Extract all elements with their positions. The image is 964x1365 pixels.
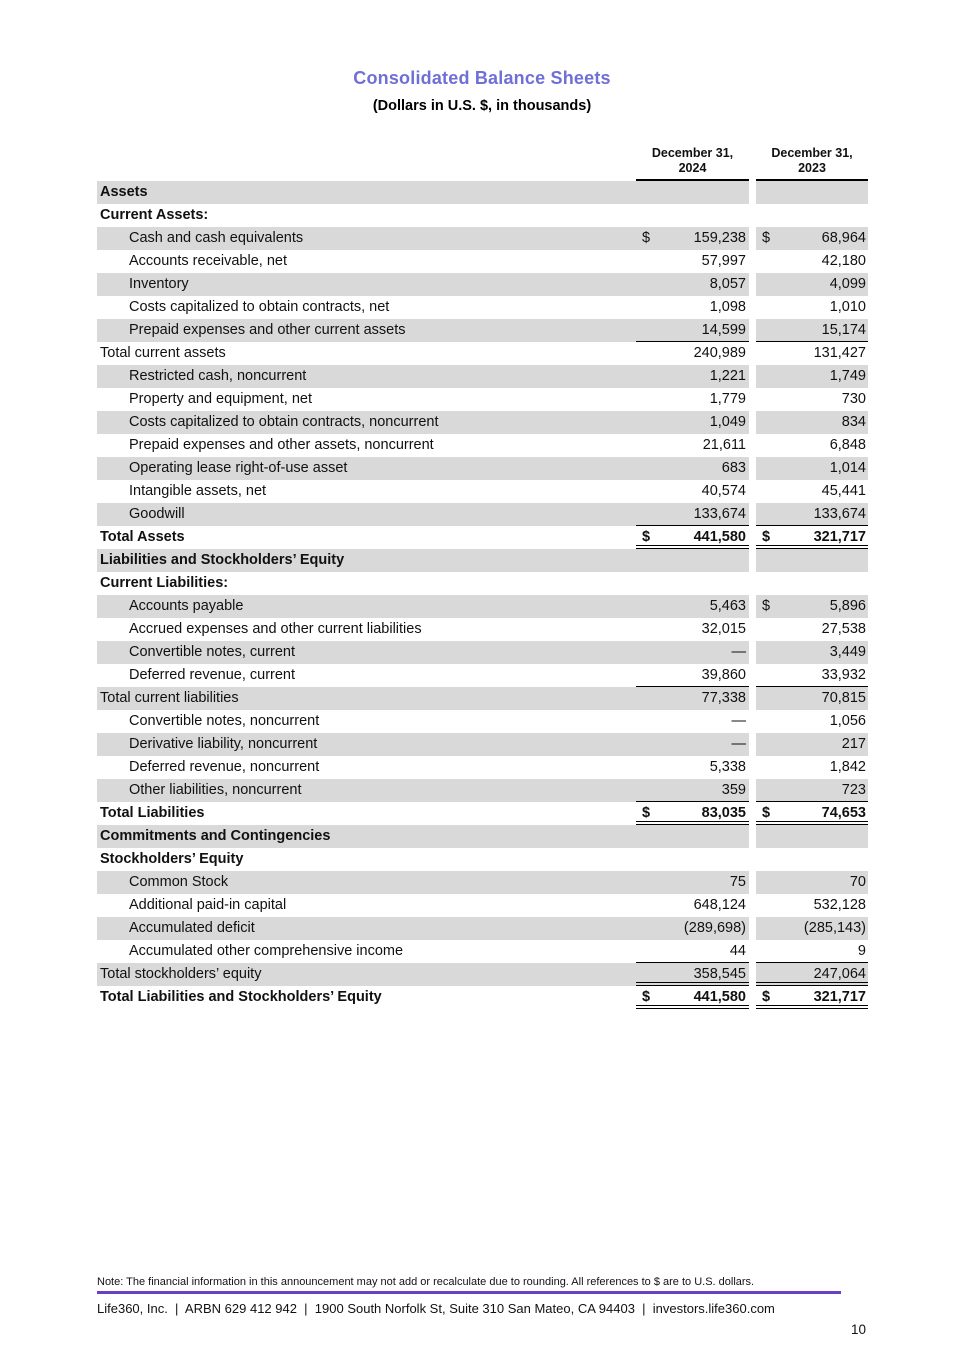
cell-2023 bbox=[756, 572, 868, 595]
footnote: Note: The financial information in this announcement may not add or recalculate due to rounding. All references to $ are to U.S. dollars. bbox=[97, 1276, 755, 1288]
table-row bbox=[97, 710, 868, 733]
value-2024: 1,049 bbox=[709, 414, 746, 430]
currency-symbol-2024: $ bbox=[642, 805, 651, 821]
column-gap bbox=[749, 296, 756, 319]
row-label: Other liabilities, noncurrent bbox=[97, 779, 636, 802]
value-2024: 648,124 bbox=[693, 897, 746, 913]
value-2024: 5,463 bbox=[709, 598, 746, 614]
column-gap bbox=[749, 894, 756, 917]
cell-2024 bbox=[636, 940, 749, 963]
row-label: Inventory bbox=[97, 273, 636, 296]
value-2024: 57,997 bbox=[701, 253, 746, 269]
cell-2024 bbox=[636, 963, 749, 986]
currency-symbol-2024: $ bbox=[642, 989, 651, 1005]
row-label: Additional paid-in capital bbox=[129, 897, 287, 913]
footer-info: Life360, Inc. | ARBN 629 412 942 | 1900 South Norfolk St, Suite 310 San Mateo, CA 94403 | investors.life360.com bbox=[97, 1301, 775, 1316]
value-2023: 5,896 bbox=[829, 598, 866, 614]
value-2023: 131,427 bbox=[813, 345, 866, 361]
row-label: Deferred revenue, current bbox=[129, 667, 296, 683]
table-row bbox=[97, 940, 868, 963]
table-row bbox=[97, 411, 868, 434]
cell-2023 bbox=[756, 710, 868, 733]
cell-2024 bbox=[636, 641, 749, 664]
currency-symbol-2023: $ bbox=[762, 805, 771, 821]
table-row bbox=[97, 227, 868, 250]
value-2023: 68,964 bbox=[821, 230, 866, 246]
column-gap bbox=[749, 365, 756, 388]
cell-2024 bbox=[636, 917, 749, 940]
row-label: Current Assets: bbox=[100, 207, 209, 223]
value-2023: (285,143) bbox=[803, 920, 866, 936]
column-gap bbox=[749, 848, 756, 871]
table-row bbox=[97, 756, 868, 779]
cell-2024 bbox=[636, 526, 749, 549]
column-gap bbox=[749, 503, 756, 526]
value-2023: 321,717 bbox=[813, 989, 866, 1005]
table-row bbox=[97, 733, 868, 756]
cell-2024 bbox=[636, 986, 749, 1009]
cell-2023 bbox=[756, 388, 868, 411]
row-label: Goodwill bbox=[97, 503, 636, 526]
value-2023: 1,749 bbox=[829, 368, 866, 384]
cell-2024 bbox=[636, 342, 749, 365]
cell-2023 bbox=[756, 342, 868, 365]
row-label: Restricted cash, noncurrent bbox=[97, 365, 636, 388]
col-header-2023 bbox=[756, 146, 868, 181]
cell-2024 bbox=[636, 595, 749, 618]
row-label: Costs capitalized to obtain contracts, net bbox=[129, 299, 390, 315]
value-2024: 1,221 bbox=[709, 368, 746, 384]
col-header-2023-line1: December 31, bbox=[771, 146, 853, 160]
value-2024: 1,098 bbox=[709, 299, 746, 315]
cell-2024 bbox=[636, 181, 749, 204]
table-row bbox=[97, 342, 868, 365]
table-row bbox=[97, 779, 868, 802]
table-row bbox=[97, 549, 868, 572]
column-gap bbox=[749, 526, 756, 549]
value-2024: 358,545 bbox=[693, 966, 746, 982]
column-gap bbox=[749, 641, 756, 664]
value-2024: — bbox=[731, 644, 746, 660]
value-2023: 6,848 bbox=[829, 437, 866, 453]
table-header bbox=[97, 146, 868, 181]
column-gap bbox=[749, 457, 756, 480]
row-label: Accumulated other comprehensive income bbox=[129, 943, 404, 959]
cell-2024 bbox=[636, 319, 749, 342]
cell-2024 bbox=[636, 572, 749, 595]
column-gap bbox=[749, 227, 756, 250]
row-label: Costs capitalized to obtain contracts, noncurrent bbox=[97, 411, 636, 434]
cell-2023 bbox=[756, 618, 868, 641]
cell-2024 bbox=[636, 434, 749, 457]
cell-2023 bbox=[756, 963, 868, 986]
balance-sheet-table bbox=[97, 146, 868, 1009]
table-row bbox=[97, 181, 868, 204]
column-gap bbox=[749, 549, 756, 572]
cell-2023 bbox=[756, 296, 868, 319]
table-row bbox=[97, 526, 868, 549]
row-label: Convertible notes, noncurrent bbox=[129, 713, 320, 729]
value-2024: 133,674 bbox=[693, 506, 746, 522]
table-row bbox=[97, 871, 868, 894]
row-label: Convertible notes, current bbox=[97, 641, 636, 664]
cell-2024 bbox=[636, 296, 749, 319]
cell-2024 bbox=[636, 802, 749, 825]
table-row bbox=[97, 894, 868, 917]
table-row bbox=[97, 204, 868, 227]
page-subtitle: (Dollars in U.S. $, in thousands) bbox=[372, 98, 592, 114]
cell-2023 bbox=[756, 917, 868, 940]
cell-2023 bbox=[756, 779, 868, 802]
page-number: 10 bbox=[850, 1322, 866, 1337]
row-label: Property and equipment, net bbox=[129, 391, 312, 407]
cell-2024 bbox=[636, 480, 749, 503]
row-label: Commitments and Contingencies bbox=[97, 825, 636, 848]
value-2023: 730 bbox=[841, 391, 866, 407]
value-2023: 4,099 bbox=[829, 276, 866, 292]
value-2023: 1,842 bbox=[829, 759, 866, 775]
column-gap bbox=[749, 250, 756, 273]
footer-divider-rule bbox=[97, 1291, 841, 1294]
col-header-2024 bbox=[636, 146, 749, 181]
value-2024: 75 bbox=[729, 874, 746, 890]
table-row bbox=[97, 296, 868, 319]
column-gap bbox=[749, 825, 756, 848]
value-2023: 74,653 bbox=[821, 805, 866, 821]
value-2023: 70 bbox=[849, 874, 866, 890]
page-title: Consolidated Balance Sheets bbox=[353, 68, 611, 88]
row-label: Assets bbox=[97, 181, 636, 204]
cell-2024 bbox=[636, 733, 749, 756]
cell-2023 bbox=[756, 181, 868, 204]
column-gap bbox=[749, 664, 756, 687]
column-gap bbox=[749, 319, 756, 342]
cell-2023 bbox=[756, 871, 868, 894]
currency-symbol-2023: $ bbox=[762, 529, 771, 545]
table-row bbox=[97, 848, 868, 871]
table-row bbox=[97, 503, 868, 526]
column-gap bbox=[749, 388, 756, 411]
column-gap bbox=[749, 411, 756, 434]
column-gap bbox=[749, 733, 756, 756]
table-row bbox=[97, 273, 868, 296]
cell-2023 bbox=[756, 411, 868, 434]
row-label: Total stockholders’ equity bbox=[97, 963, 636, 986]
cell-2023 bbox=[756, 825, 868, 848]
value-2023: 834 bbox=[841, 414, 866, 430]
cell-2023 bbox=[756, 595, 868, 618]
value-2023: 532,128 bbox=[813, 897, 866, 913]
row-label: Deferred revenue, noncurrent bbox=[129, 759, 320, 775]
value-2024: 40,574 bbox=[701, 483, 746, 499]
row-label: Stockholders’ Equity bbox=[100, 851, 244, 867]
currency-symbol-2023: $ bbox=[762, 989, 771, 1005]
cell-2024 bbox=[636, 273, 749, 296]
value-2024: 441,580 bbox=[693, 989, 746, 1005]
column-gap bbox=[749, 204, 756, 227]
cell-2024 bbox=[636, 871, 749, 894]
row-label: Total Assets bbox=[100, 529, 185, 545]
cell-2023 bbox=[756, 986, 868, 1009]
cell-2023 bbox=[756, 664, 868, 687]
table-row bbox=[97, 641, 868, 664]
row-label: Intangible assets, net bbox=[129, 483, 267, 499]
table-row bbox=[97, 595, 868, 618]
value-2023: 3,449 bbox=[829, 644, 866, 660]
value-2023: 1,014 bbox=[829, 460, 866, 476]
column-gap bbox=[749, 871, 756, 894]
column-gap bbox=[749, 779, 756, 802]
row-label: Cash and cash equivalents bbox=[97, 227, 636, 250]
cell-2024 bbox=[636, 503, 749, 526]
table-row bbox=[97, 319, 868, 342]
table-row bbox=[97, 434, 868, 457]
value-2024: 32,015 bbox=[701, 621, 746, 637]
cell-2023 bbox=[756, 250, 868, 273]
value-2023: 1,010 bbox=[829, 299, 866, 315]
value-2024: 441,580 bbox=[693, 529, 746, 545]
value-2023: 321,717 bbox=[813, 529, 866, 545]
table-row bbox=[97, 664, 868, 687]
value-2023: 42,180 bbox=[821, 253, 866, 269]
value-2024: 359 bbox=[721, 782, 746, 798]
cell-2023 bbox=[756, 641, 868, 664]
value-2023: 247,064 bbox=[813, 966, 866, 982]
col-header-2024-line1: December 31, bbox=[651, 146, 734, 160]
column-gap bbox=[749, 595, 756, 618]
value-2023: 33,932 bbox=[821, 667, 866, 683]
cell-2023 bbox=[756, 227, 868, 250]
cell-2024 bbox=[636, 848, 749, 871]
row-label: Accumulated deficit bbox=[97, 917, 636, 940]
table-row bbox=[97, 986, 868, 1009]
column-gap bbox=[749, 618, 756, 641]
table-row bbox=[97, 480, 868, 503]
cell-2024 bbox=[636, 779, 749, 802]
currency-symbol-2023: $ bbox=[762, 598, 771, 614]
row-label: Operating lease right-of-use asset bbox=[97, 457, 636, 480]
cell-2023 bbox=[756, 457, 868, 480]
currency-symbol-2024: $ bbox=[642, 230, 651, 246]
cell-2023 bbox=[756, 434, 868, 457]
value-2023: 70,815 bbox=[821, 690, 866, 706]
value-2024: 21,611 bbox=[702, 437, 746, 453]
cell-2024 bbox=[636, 549, 749, 572]
value-2024: 5,338 bbox=[709, 759, 746, 775]
cell-2024 bbox=[636, 618, 749, 641]
cell-2024 bbox=[636, 457, 749, 480]
table-row bbox=[97, 802, 868, 825]
cell-2024 bbox=[636, 687, 749, 710]
table-row bbox=[97, 572, 868, 595]
column-gap bbox=[749, 917, 756, 940]
row-label: Current Liabilities: bbox=[100, 575, 229, 591]
value-2024: 77,338 bbox=[701, 690, 746, 706]
value-2024: 44 bbox=[729, 943, 746, 959]
row-label: Liabilities and Stockholders’ Equity bbox=[97, 549, 636, 572]
column-gap bbox=[749, 802, 756, 825]
column-gap bbox=[749, 434, 756, 457]
column-gap bbox=[749, 342, 756, 365]
value-2023: 133,674 bbox=[813, 506, 866, 522]
row-label: Derivative liability, noncurrent bbox=[97, 733, 636, 756]
cell-2024 bbox=[636, 894, 749, 917]
cell-2024 bbox=[636, 204, 749, 227]
cell-2023 bbox=[756, 940, 868, 963]
cell-2023 bbox=[756, 894, 868, 917]
table-row bbox=[97, 825, 868, 848]
value-2023: 1,056 bbox=[829, 713, 866, 729]
column-gap bbox=[749, 181, 756, 204]
cell-2023 bbox=[756, 480, 868, 503]
column-gap bbox=[749, 273, 756, 296]
cell-2024 bbox=[636, 664, 749, 687]
cell-2023 bbox=[756, 365, 868, 388]
column-gap bbox=[749, 480, 756, 503]
cell-2024 bbox=[636, 756, 749, 779]
row-label: Common Stock bbox=[97, 871, 636, 894]
table-row bbox=[97, 917, 868, 940]
cell-2023 bbox=[756, 733, 868, 756]
cell-2024 bbox=[636, 250, 749, 273]
row-label: Total current assets bbox=[100, 345, 226, 361]
value-2024: 39,860 bbox=[701, 667, 746, 683]
cell-2023 bbox=[756, 204, 868, 227]
cell-2023 bbox=[756, 802, 868, 825]
value-2024: (289,698) bbox=[683, 920, 746, 936]
cell-2024 bbox=[636, 365, 749, 388]
cell-2023 bbox=[756, 273, 868, 296]
cell-2023 bbox=[756, 526, 868, 549]
value-2024: — bbox=[731, 713, 746, 729]
column-gap bbox=[749, 963, 756, 986]
table-row bbox=[97, 388, 868, 411]
column-gap bbox=[749, 940, 756, 963]
value-2024: 159,238 bbox=[693, 230, 746, 246]
cell-2024 bbox=[636, 388, 749, 411]
column-gap bbox=[749, 986, 756, 1009]
value-2024: 683 bbox=[721, 460, 746, 476]
column-gap bbox=[749, 756, 756, 779]
value-2023: 27,538 bbox=[821, 621, 866, 637]
table-row bbox=[97, 250, 868, 273]
value-2023: 9 bbox=[857, 943, 866, 959]
value-2024: — bbox=[731, 736, 746, 752]
value-2023: 217 bbox=[841, 736, 866, 752]
value-2024: 1,779 bbox=[709, 391, 746, 407]
value-2024: 83,035 bbox=[701, 805, 746, 821]
row-label: Accrued expenses and other current liabilities bbox=[129, 621, 422, 637]
row-label: Accounts receivable, net bbox=[129, 253, 287, 269]
value-2023: 723 bbox=[841, 782, 866, 798]
row-label: Prepaid expenses and other current assets bbox=[97, 319, 636, 342]
table-row bbox=[97, 457, 868, 480]
table-rows bbox=[97, 181, 868, 1009]
value-2023: 15,174 bbox=[821, 322, 866, 338]
row-label: Total Liabilities bbox=[100, 805, 205, 821]
cell-2023 bbox=[756, 848, 868, 871]
row-label: Accounts payable bbox=[97, 595, 636, 618]
table-row bbox=[97, 687, 868, 710]
cell-2024 bbox=[636, 710, 749, 733]
cell-2023 bbox=[756, 549, 868, 572]
currency-symbol-2024: $ bbox=[642, 529, 651, 545]
cell-2024 bbox=[636, 825, 749, 848]
cell-2023 bbox=[756, 319, 868, 342]
row-label: Total current liabilities bbox=[97, 687, 636, 710]
column-gap bbox=[749, 687, 756, 710]
value-2024: 8,057 bbox=[709, 276, 746, 292]
cell-2024 bbox=[636, 411, 749, 434]
col-header-2024-line2: 2024 bbox=[678, 161, 707, 175]
column-gap bbox=[749, 710, 756, 733]
row-label: Prepaid expenses and other assets, noncurrent bbox=[129, 437, 434, 453]
row-label: Total Liabilities and Stockholders’ Equity bbox=[100, 989, 382, 1005]
table-row bbox=[97, 365, 868, 388]
cell-2024 bbox=[636, 227, 749, 250]
currency-symbol-2023: $ bbox=[762, 230, 771, 246]
value-2024: 14,599 bbox=[701, 322, 746, 338]
column-gap bbox=[749, 572, 756, 595]
table-row bbox=[97, 963, 868, 986]
col-header-2023-line2: 2023 bbox=[798, 161, 826, 175]
value-2024: 240,989 bbox=[693, 345, 746, 361]
cell-2023 bbox=[756, 503, 868, 526]
value-2023: 45,441 bbox=[821, 483, 866, 499]
cell-2023 bbox=[756, 687, 868, 710]
cell-2023 bbox=[756, 756, 868, 779]
table-row bbox=[97, 618, 868, 641]
